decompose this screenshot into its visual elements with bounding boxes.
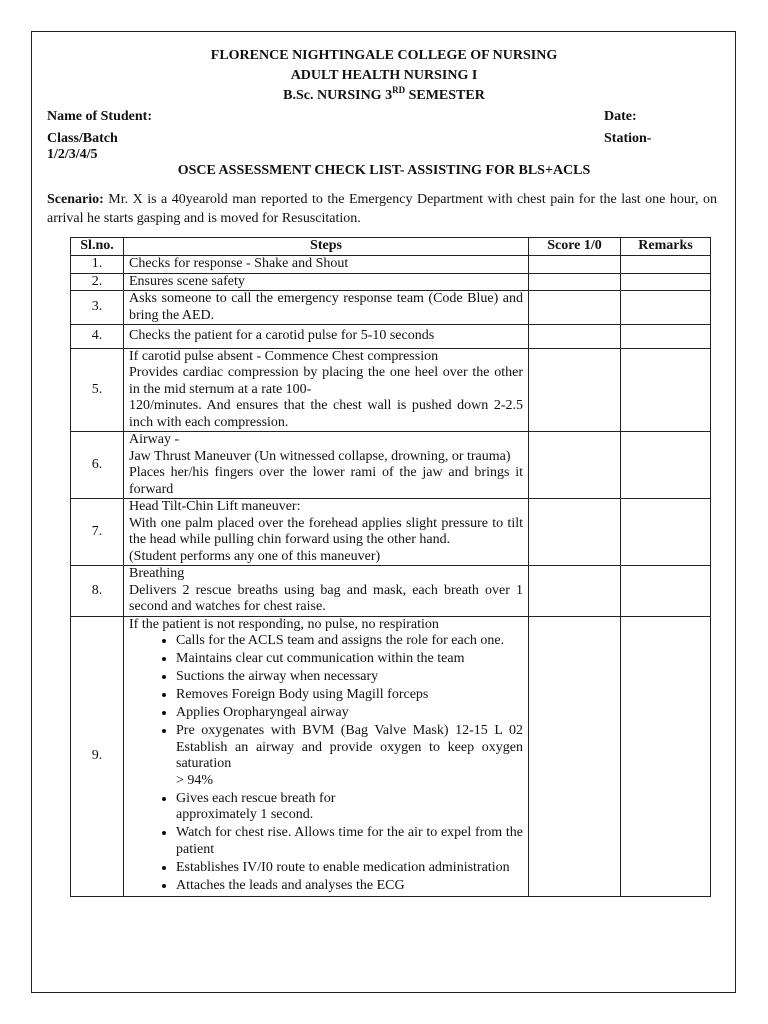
remarks-cell[interactable] xyxy=(621,348,711,432)
station-label: Station- xyxy=(604,131,652,146)
step-number: 9. xyxy=(71,616,124,896)
table-row xyxy=(71,291,711,325)
class-batch-label: Class/Batch xyxy=(47,131,118,146)
score-cell[interactable] xyxy=(529,499,621,566)
student-name-label: Name of Student: xyxy=(47,109,152,124)
list-item: • Attaches the leads and analyses the ECG xyxy=(176,878,523,895)
list-item: • Calls for the ACLS team and assigns the role for each one. xyxy=(176,633,523,650)
table-row xyxy=(71,256,711,274)
remarks-cell[interactable] xyxy=(621,566,711,617)
step-text: Head Tilt-Chin Lift maneuver: With one palm placed over the forehead applies slight pressure to tilt the head while pulling chin forward using the other hand. (Student performs any one of this maneuver) xyxy=(124,499,529,566)
step-number: 3. xyxy=(71,291,124,325)
remarks-cell[interactable] xyxy=(621,432,711,499)
remarks-cell[interactable] xyxy=(621,291,711,325)
list-item: • Suctions the airway when necessary xyxy=(176,669,523,686)
column-header: Sl.no. xyxy=(71,238,124,256)
list-item: • Establishes IV/I0 route to enable medication administration xyxy=(176,860,523,877)
semester-line: B.Sc. NURSING 3RD SEMESTER xyxy=(283,85,485,103)
step-text: Breathing Delivers 2 rescue breaths using bag and mask, each breath over 1 second and watches for chest raise. xyxy=(124,566,529,617)
column-header: Score 1/0 xyxy=(529,238,621,256)
batch-values: 1/2/3/4/5 xyxy=(47,147,98,162)
table-row xyxy=(71,348,711,432)
remarks-cell[interactable] xyxy=(621,499,711,566)
score-cell[interactable] xyxy=(529,432,621,499)
remarks-cell[interactable] xyxy=(621,273,711,291)
step-number: 7. xyxy=(71,499,124,566)
step-text: Checks for response - Shake and Shout xyxy=(124,256,529,274)
step-number: 5. xyxy=(71,348,124,432)
table-row xyxy=(71,325,711,349)
table-header-row xyxy=(71,238,711,256)
table-row xyxy=(71,616,711,896)
step-text: Airway - Jaw Thrust Maneuver (Un witnessed collapse, drowning, or trauma) Places her/his fingers over the lower rami of the jaw and brings it forward xyxy=(124,432,529,499)
step-text: Checks the patient for a carotid pulse for 5-10 seconds xyxy=(124,325,529,349)
table-row xyxy=(71,499,711,566)
step-number: 6. xyxy=(71,432,124,499)
table-row xyxy=(71,566,711,617)
step-number: 1. xyxy=(71,256,124,274)
scenario-label: Scenario: xyxy=(47,192,104,207)
date-label: Date: xyxy=(604,109,637,124)
list-item: • Watch for chest rise. Allows time for the air to expel from the patient xyxy=(176,825,523,858)
college-name: FLORENCE NIGHTINGALE COLLEGE OF NURSING xyxy=(210,48,558,63)
step-text: Asks someone to call the emergency response team (Code Blue) and bring the AED. xyxy=(124,291,529,325)
table-row xyxy=(71,273,711,291)
remarks-cell[interactable] xyxy=(621,325,711,349)
score-cell[interactable] xyxy=(529,256,621,274)
list-item: • Applies Oropharyngeal airway xyxy=(176,705,523,722)
score-cell[interactable] xyxy=(529,325,621,349)
scenario-text: Scenario: Mr. X is a 40yearold man reported to the Emergency Department with chest pain for the last one hour, on arrival he starts gasping and is moved for Resuscitation. xyxy=(47,192,717,226)
score-cell[interactable] xyxy=(529,291,621,325)
column-header: Remarks xyxy=(621,238,711,256)
step-text: If the patient is not responding, no pulse, no respiration • Calls for the ACLS team and assigns the role for each one. • Maintains clear cut communication within the team • Suctions the airway when necessary • Removes Foreign Body using Magill forceps • Applies Oropharyngeal airway • Pre oxygenates with BVM (Bag Valve Mask) 12-15 L 02 Establish an airway and provide oxygen to keep oxygen saturation > 94% • Gives each rescue breath for approximately 1 second. • Watch for chest rise. Allows time for the air to expel from the patient • Establishes IV/I0 route to enable medication administration • Attaches the leads and analyses the ECG xyxy=(124,616,529,896)
table-row xyxy=(71,432,711,499)
score-cell[interactable] xyxy=(529,566,621,617)
bullet-list xyxy=(129,633,523,894)
step-text: Ensures scene safety xyxy=(124,273,529,291)
list-item: • Gives each rescue breath for approximately 1 second. xyxy=(176,791,523,824)
remarks-cell[interactable] xyxy=(621,616,711,896)
step-number: 2. xyxy=(71,273,124,291)
list-item: • Maintains clear cut communication within the team xyxy=(176,651,523,668)
step-number: 8. xyxy=(71,566,124,617)
checklist-table xyxy=(70,237,711,897)
column-header: Steps xyxy=(124,238,529,256)
score-cell[interactable] xyxy=(529,273,621,291)
list-item: • Pre oxygenates with BVM (Bag Valve Mask) 12-15 L 02 Establish an airway and provide oxygen to keep oxygen saturation > 94% xyxy=(176,723,523,789)
score-cell[interactable] xyxy=(529,616,621,896)
score-cell[interactable] xyxy=(529,348,621,432)
list-item: • Removes Foreign Body using Magill forceps xyxy=(176,687,523,704)
course-name: ADULT HEALTH NURSING I xyxy=(290,68,478,83)
remarks-cell[interactable] xyxy=(621,256,711,274)
step-text: If carotid pulse absent - Commence Chest compression Provides cardiac compression by placing the one heel over the other in the mid sternum at a rate 100- 120/minutes. And ensures that the chest wall is pushed down 2-2.5 inch with each compression. xyxy=(124,348,529,432)
step-number: 4. xyxy=(71,325,124,349)
checklist-title: OSCE ASSESSMENT CHECK LIST- ASSISTING FOR BLS+ACLS xyxy=(177,163,591,178)
